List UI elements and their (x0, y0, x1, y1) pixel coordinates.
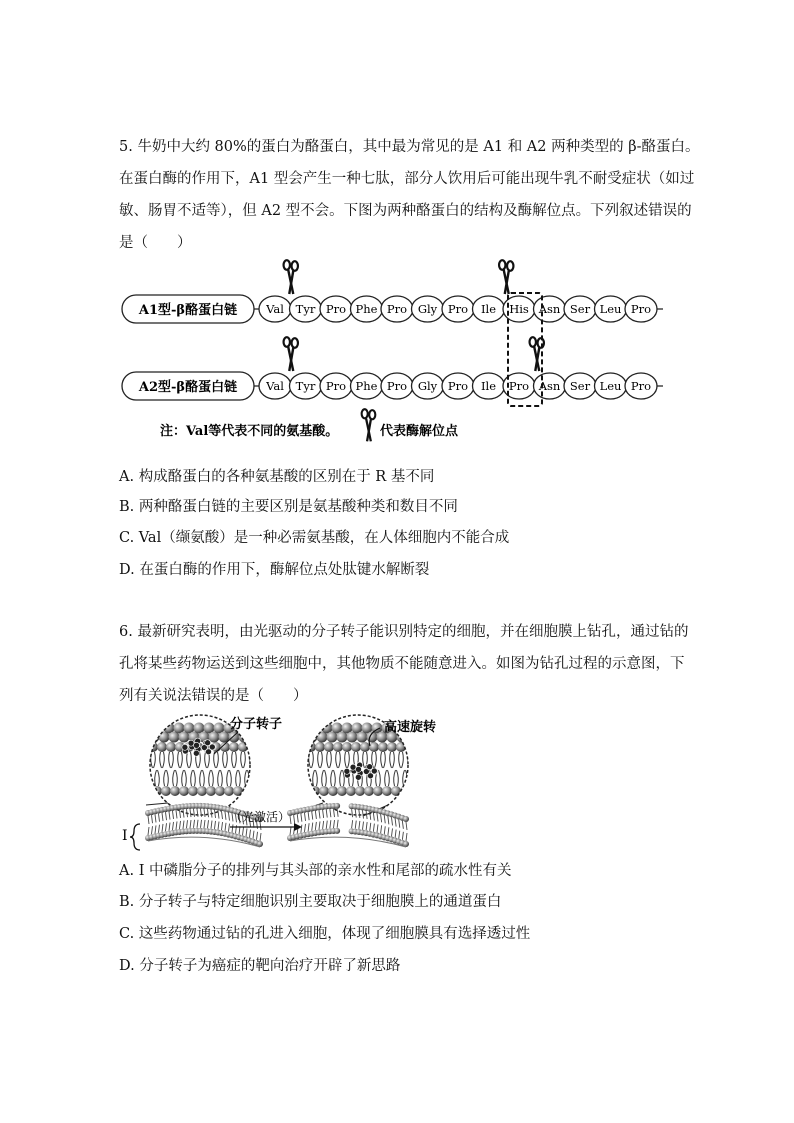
svg-text:Phe: Phe (355, 302, 378, 316)
svg-text:Ser: Ser (569, 302, 591, 316)
svg-text:Ile: Ile (480, 379, 497, 393)
svg-text:Pro: Pro (630, 302, 652, 316)
amino-acid-leu (595, 296, 627, 322)
svg-text:Pro: Pro (447, 302, 469, 316)
amino-acid-phe (351, 296, 383, 322)
amino-acid-pro (442, 373, 474, 399)
note-suffix: 代表酶解位点 (380, 424, 459, 439)
amino-acid-ile (473, 373, 505, 399)
svg-text:Leu: Leu (599, 302, 622, 316)
label-high-speed-rotation: 高速旋转 (384, 720, 437, 735)
amino-acid-gly (412, 373, 444, 399)
label-light-activation: （光激活） (230, 810, 291, 824)
q5-stem (119, 131, 700, 259)
svg-text:Pro: Pro (508, 379, 530, 393)
amino-acid-gly (412, 296, 444, 322)
amino-acid-pro (381, 373, 413, 399)
svg-text:His: His (509, 302, 529, 316)
svg-text:Pro: Pro (325, 302, 347, 316)
q5-casein-figure (118, 258, 678, 448)
svg-text:Leu: Leu (599, 379, 622, 393)
q5-option-d[interactable]: D. 在蛋白酶的作用下，酶解位点处肽键水解断裂 (119, 562, 430, 578)
amino-acid-val (259, 296, 291, 322)
svg-text:Ile: Ile (480, 302, 497, 316)
svg-text:Tyr: Tyr (295, 379, 316, 393)
svg-text:Phe: Phe (355, 379, 378, 393)
amino-acid-asn (534, 296, 566, 322)
svg-text:Asn: Asn (538, 302, 561, 316)
scissors-icon (499, 260, 513, 294)
amino-acid-tyr (290, 296, 322, 322)
svg-text:Ser: Ser (569, 379, 591, 393)
svg-text:Pro: Pro (386, 379, 408, 393)
amino-acid-val (259, 373, 291, 399)
q5-line: 5. 牛奶中大约 80%的蛋白为酪蛋白，其中最为常见的是 A1 和 A2 两种类型的 β-酪蛋白。 (119, 139, 700, 155)
amino-acid-tyr (290, 373, 322, 399)
amino-acid-pro (625, 296, 657, 322)
svg-text:Pro: Pro (325, 379, 347, 393)
q6-option-d[interactable]: D. 分子转子为癌症的靶向治疗开辟了新思路 (119, 958, 401, 974)
q6-line: 6. 最新研究表明，由光驱动的分子转子能识别特定的细胞，并在细胞膜上钻孔，通过钻的 (119, 624, 689, 640)
svg-text:Pro: Pro (447, 379, 469, 393)
q6-stem (119, 616, 689, 712)
svg-text:Pro: Pro (386, 302, 408, 316)
svg-text:Val: Val (266, 302, 284, 316)
amino-acid-pro (442, 296, 474, 322)
q5-line: 在蛋白酶的作用下，A1 型会产生一种七肽，部分人饮用后可能出现牛乳不耐受症状（如过 (119, 171, 695, 187)
label-membrane-i: I (122, 828, 128, 844)
svg-text:Pro: Pro (630, 379, 652, 393)
svg-text:Gly: Gly (417, 379, 438, 393)
amino-acid-asn (534, 373, 566, 399)
scissors-icon (362, 409, 376, 441)
svg-text:Asn: Asn (538, 379, 561, 393)
a1-chain-label: A1型-β酪蛋白链 (138, 303, 238, 318)
q6-option-c[interactable]: C. 这些药物通过钻的孔进入细胞，体现了细胞膜具有选择透过性 (119, 926, 531, 942)
amino-acid-ser (564, 373, 596, 399)
label-molecular-rotor: 分子转子 (230, 717, 283, 732)
figure-note (160, 423, 338, 439)
amino-acid-ser (564, 296, 596, 322)
scissors-icon (362, 409, 376, 441)
q6-line: 孔将某些药物运送到这些细胞中，其他物质不能随意进入。如图为钻孔过程的示意图，下 (119, 656, 685, 672)
q5-line: 敏、肠胃不适等），但 A2 型不会。下图为两种酪蛋白的结构及酶解位点。下列叙述错误的 (119, 203, 692, 219)
q6-rotor-figure (118, 710, 458, 855)
svg-text:Tyr: Tyr (295, 302, 316, 316)
amino-acid-phe (351, 373, 383, 399)
q6-option-b[interactable]: B. 分子转子与特定细胞识别主要取决于细胞膜上的通道蛋白 (119, 894, 502, 910)
amino-acid-leu (595, 373, 627, 399)
a2-chain-label: A2型-β酪蛋白链 (138, 380, 238, 395)
amino-acid-pro (320, 373, 352, 399)
residues-layer (259, 296, 657, 399)
amino-acid-pro (625, 373, 657, 399)
q5-line: 是（ ） (119, 235, 192, 251)
q5-option-b[interactable]: B. 两种酪蛋白链的主要区别是氨基酸种类和数目不同 (119, 499, 458, 515)
amino-acid-his (503, 296, 535, 322)
svg-text:Val: Val (266, 379, 284, 393)
amino-acid-pro (381, 296, 413, 322)
note-prefix: 注：Val等代表不同的氨基酸。 (160, 424, 339, 439)
scissors-icon (284, 337, 298, 371)
scissors-icon (284, 260, 298, 294)
svg-text:Gly: Gly (417, 302, 438, 316)
q5-option-c[interactable]: C. Val（缬氨酸）是一种必需氨基酸，在人体细胞内不能合成 (119, 530, 510, 546)
q6-line: 列有关说法错误的是（ ） (119, 688, 308, 704)
amino-acid-pro (320, 296, 352, 322)
q6-option-a[interactable]: A. I 中磷脂分子的排列与其头部的亲水性和尾部的疏水性有关 (119, 863, 512, 879)
amino-acid-ile (473, 296, 505, 322)
q5-option-a[interactable]: A. 构成酪蛋白的各种氨基酸的区别在于 R 基不同 (119, 469, 435, 485)
membrane-brace (130, 824, 140, 850)
